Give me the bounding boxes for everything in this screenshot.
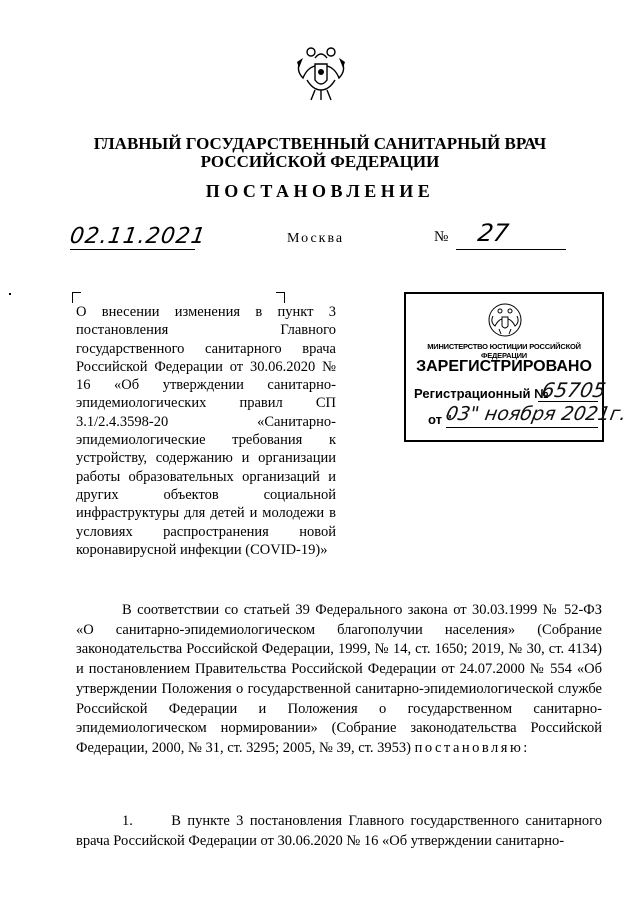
document-subject: О внесении изменения в пункт 3 постановления Главного государственного санитарного врача Российской Федерации от 30.06.2020 № 16 «Об утверждении санитарно-эпидемиологических правил СП 3.1/2.4.3598-20 «Санитарно-эпидемиологические требования к устройству, содержанию и организации работы образовательных организаций и других объектов социальной инфраструктуры для детей и молодежи в условиях распространения новой коронавирусной инфекции (COVID-19)»	[76, 304, 336, 558]
item-1-paragraph	[76, 812, 602, 851]
registration-stamp	[404, 292, 629, 442]
stamp-date-underline	[446, 427, 598, 428]
coat-of-arms-emblem	[293, 44, 349, 104]
preamble-paragraph	[76, 601, 602, 759]
scan-speck	[9, 293, 11, 295]
document-city: Москва	[287, 231, 345, 246]
item-1-text: 1. В пункте 3 постановления Главного государственного санитарного врача Российской Федерации от 30.06.2020 № 16 «Об утверждении санитарно-	[76, 813, 602, 849]
stamp-from-date: 03" ноября 2021г.	[444, 403, 629, 425]
document-number: 27	[476, 219, 511, 247]
preamble-text: В соответствии со статьей 39 Федерального закона от 30.03.1999 № 52-ФЗ «О санитарно-эпидемиологическом благополучии населения» (Собрание законодательства Российской Федерации, 1999, № 14, ст. 1650; 2019, № 30, ст. 4134) и постановлением Правительства Российской Федерации от 24.07.2000 № 554 «Об утверждении Положения о государственной санитарно-эпидемиологической службе Российской Федерации и Положения о государственном санитарно-эпидемиологическом нормировании» (Собрание законодательства Российской Федерации, 2000, № 31, ст. 3295; 2005, № 39, ст. 3953)	[76, 602, 602, 756]
stamp-reg-number: 65705	[539, 378, 608, 402]
date-underline	[70, 249, 195, 250]
stamp-from-label: от "	[428, 412, 452, 427]
document-type-title: ПОСТАНОВЛЕНИЕ	[205, 181, 435, 201]
decree-word: постановляю:	[414, 739, 530, 756]
subject-bracket-right	[276, 292, 285, 303]
stamp-ministry-name: МИНИСТЕРСТВО ЮСТИЦИИ РОССИЙСКОЙ ФЕДЕРАЦИИ	[427, 342, 581, 360]
issuer-title-line2: РОССИЙСКОЙ ФЕДЕРАЦИИ	[200, 152, 440, 171]
stamp-reg-label: Регистрационный №	[414, 386, 549, 401]
number-underline	[456, 249, 566, 250]
subject-bracket-left	[72, 292, 81, 303]
stamp-status: ЗАРЕГИСТРИРОВАНО	[416, 358, 592, 375]
document-number-label: №	[434, 229, 449, 245]
stamp-reg-underline	[538, 401, 598, 402]
document-date: 02.11.2021	[68, 224, 208, 249]
stamp-emblem-icon	[487, 302, 523, 338]
issuer-title-line1: ГЛАВНЫЙ ГОСУДАРСТВЕННЫЙ САНИТАРНЫЙ ВРАЧ	[93, 134, 547, 153]
